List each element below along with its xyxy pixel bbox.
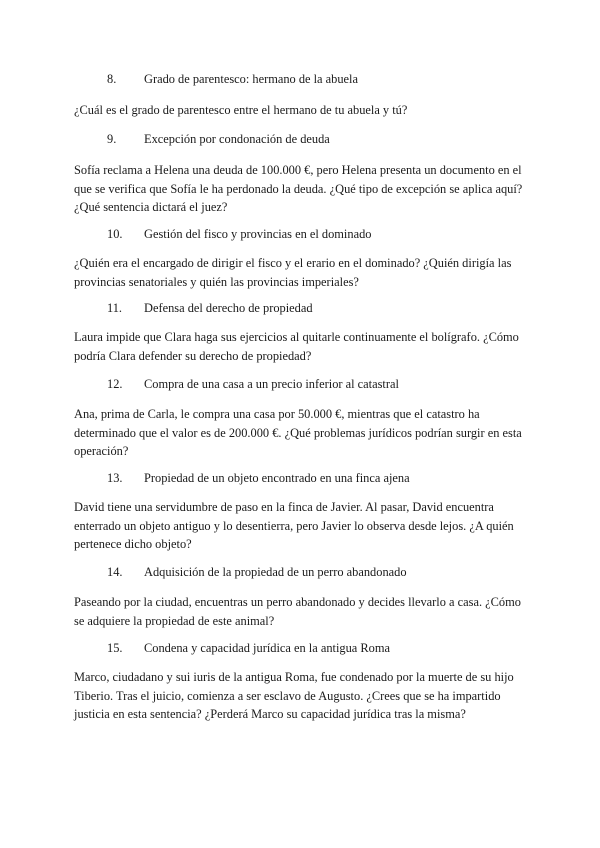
question-title: Grado de parentesco: hermano de la abuela xyxy=(144,72,358,86)
question-title: Gestión del fisco y provincias en el dominado xyxy=(144,227,372,241)
question-title: Defensa del derecho de propiedad xyxy=(144,301,313,315)
question-number: 15. xyxy=(107,641,123,655)
question-heading xyxy=(107,226,371,242)
question-number: 10. xyxy=(107,227,123,241)
question-text: Paseando por la ciudad, encuentras un perro abandonado y decides llevarlo a casa. ¿Cómo se adquiere la propiedad de este animal? xyxy=(74,595,521,628)
question-title: Condena y capacidad jurídica en la antigua Roma xyxy=(144,641,390,655)
question-heading xyxy=(107,300,313,316)
question-text: Sofía reclama a Helena una deuda de 100.000 €, pero Helena presenta un documento en el que se verifica que Sofía le ha perdonado la deuda. ¿Qué tipo de excepción se aplica aquí? ¿Qué sentencia dictará el juez? xyxy=(74,163,523,214)
question-heading xyxy=(107,376,399,392)
question-text: David tiene una servidumbre de paso en la finca de Javier. Al pasar, David encuentra enterrado un objeto antiguo y lo desentierra, pero Javier lo observa desde lejos. ¿A quién pertenece dicho objeto? xyxy=(74,500,514,551)
question-heading xyxy=(107,131,330,147)
question-text: ¿Cuál es el grado de parentesco entre el hermano de tu abuela y tú? xyxy=(74,103,408,117)
question-heading xyxy=(107,564,407,580)
question-title: Adquisición de la propiedad de un perro abandonado xyxy=(144,565,407,579)
question-number: 9. xyxy=(107,132,117,146)
question-text: Ana, prima de Carla, le compra una casa por 50.000 €, mientras que el catastro ha determinado que el valor es de 200.000 €. ¿Qué problemas jurídicos podrían surgir en esta operación? xyxy=(74,407,522,458)
question-number: 11. xyxy=(107,301,123,315)
question-number: 13. xyxy=(107,471,123,485)
question-title: Compra de una casa a un precio inferior al catastral xyxy=(144,377,399,391)
question-heading xyxy=(107,640,390,656)
question-text: Laura impide que Clara haga sus ejercicios al quitarle continuamente el bolígrafo. ¿Cómo podría Clara defender su derecho de propiedad? xyxy=(74,330,519,363)
question-title: Excepción por condonación de deuda xyxy=(144,132,330,146)
question-text: Marco, ciudadano y sui iuris de la antigua Roma, fue condenado por la muerte de su hijo Tiberio. Tras el juicio, comienza a ser esclavo de Augusto. ¿Crees que se ha impartido justicia en esta sentencia? ¿Perderá Marco su capacidad jurídica tras la misma? xyxy=(74,670,514,721)
question-number: 14. xyxy=(107,565,123,579)
question-number: 12. xyxy=(107,377,123,391)
question-title: Propiedad de un objeto encontrado en una finca ajena xyxy=(144,471,410,485)
question-heading xyxy=(107,470,410,486)
question-heading xyxy=(107,71,358,87)
question-number: 8. xyxy=(107,72,117,86)
question-text: ¿Quién era el encargado de dirigir el fisco y el erario en el dominado? ¿Quién dirigía las provincias senatoriales y quién las provincias imperiales? xyxy=(74,256,512,289)
